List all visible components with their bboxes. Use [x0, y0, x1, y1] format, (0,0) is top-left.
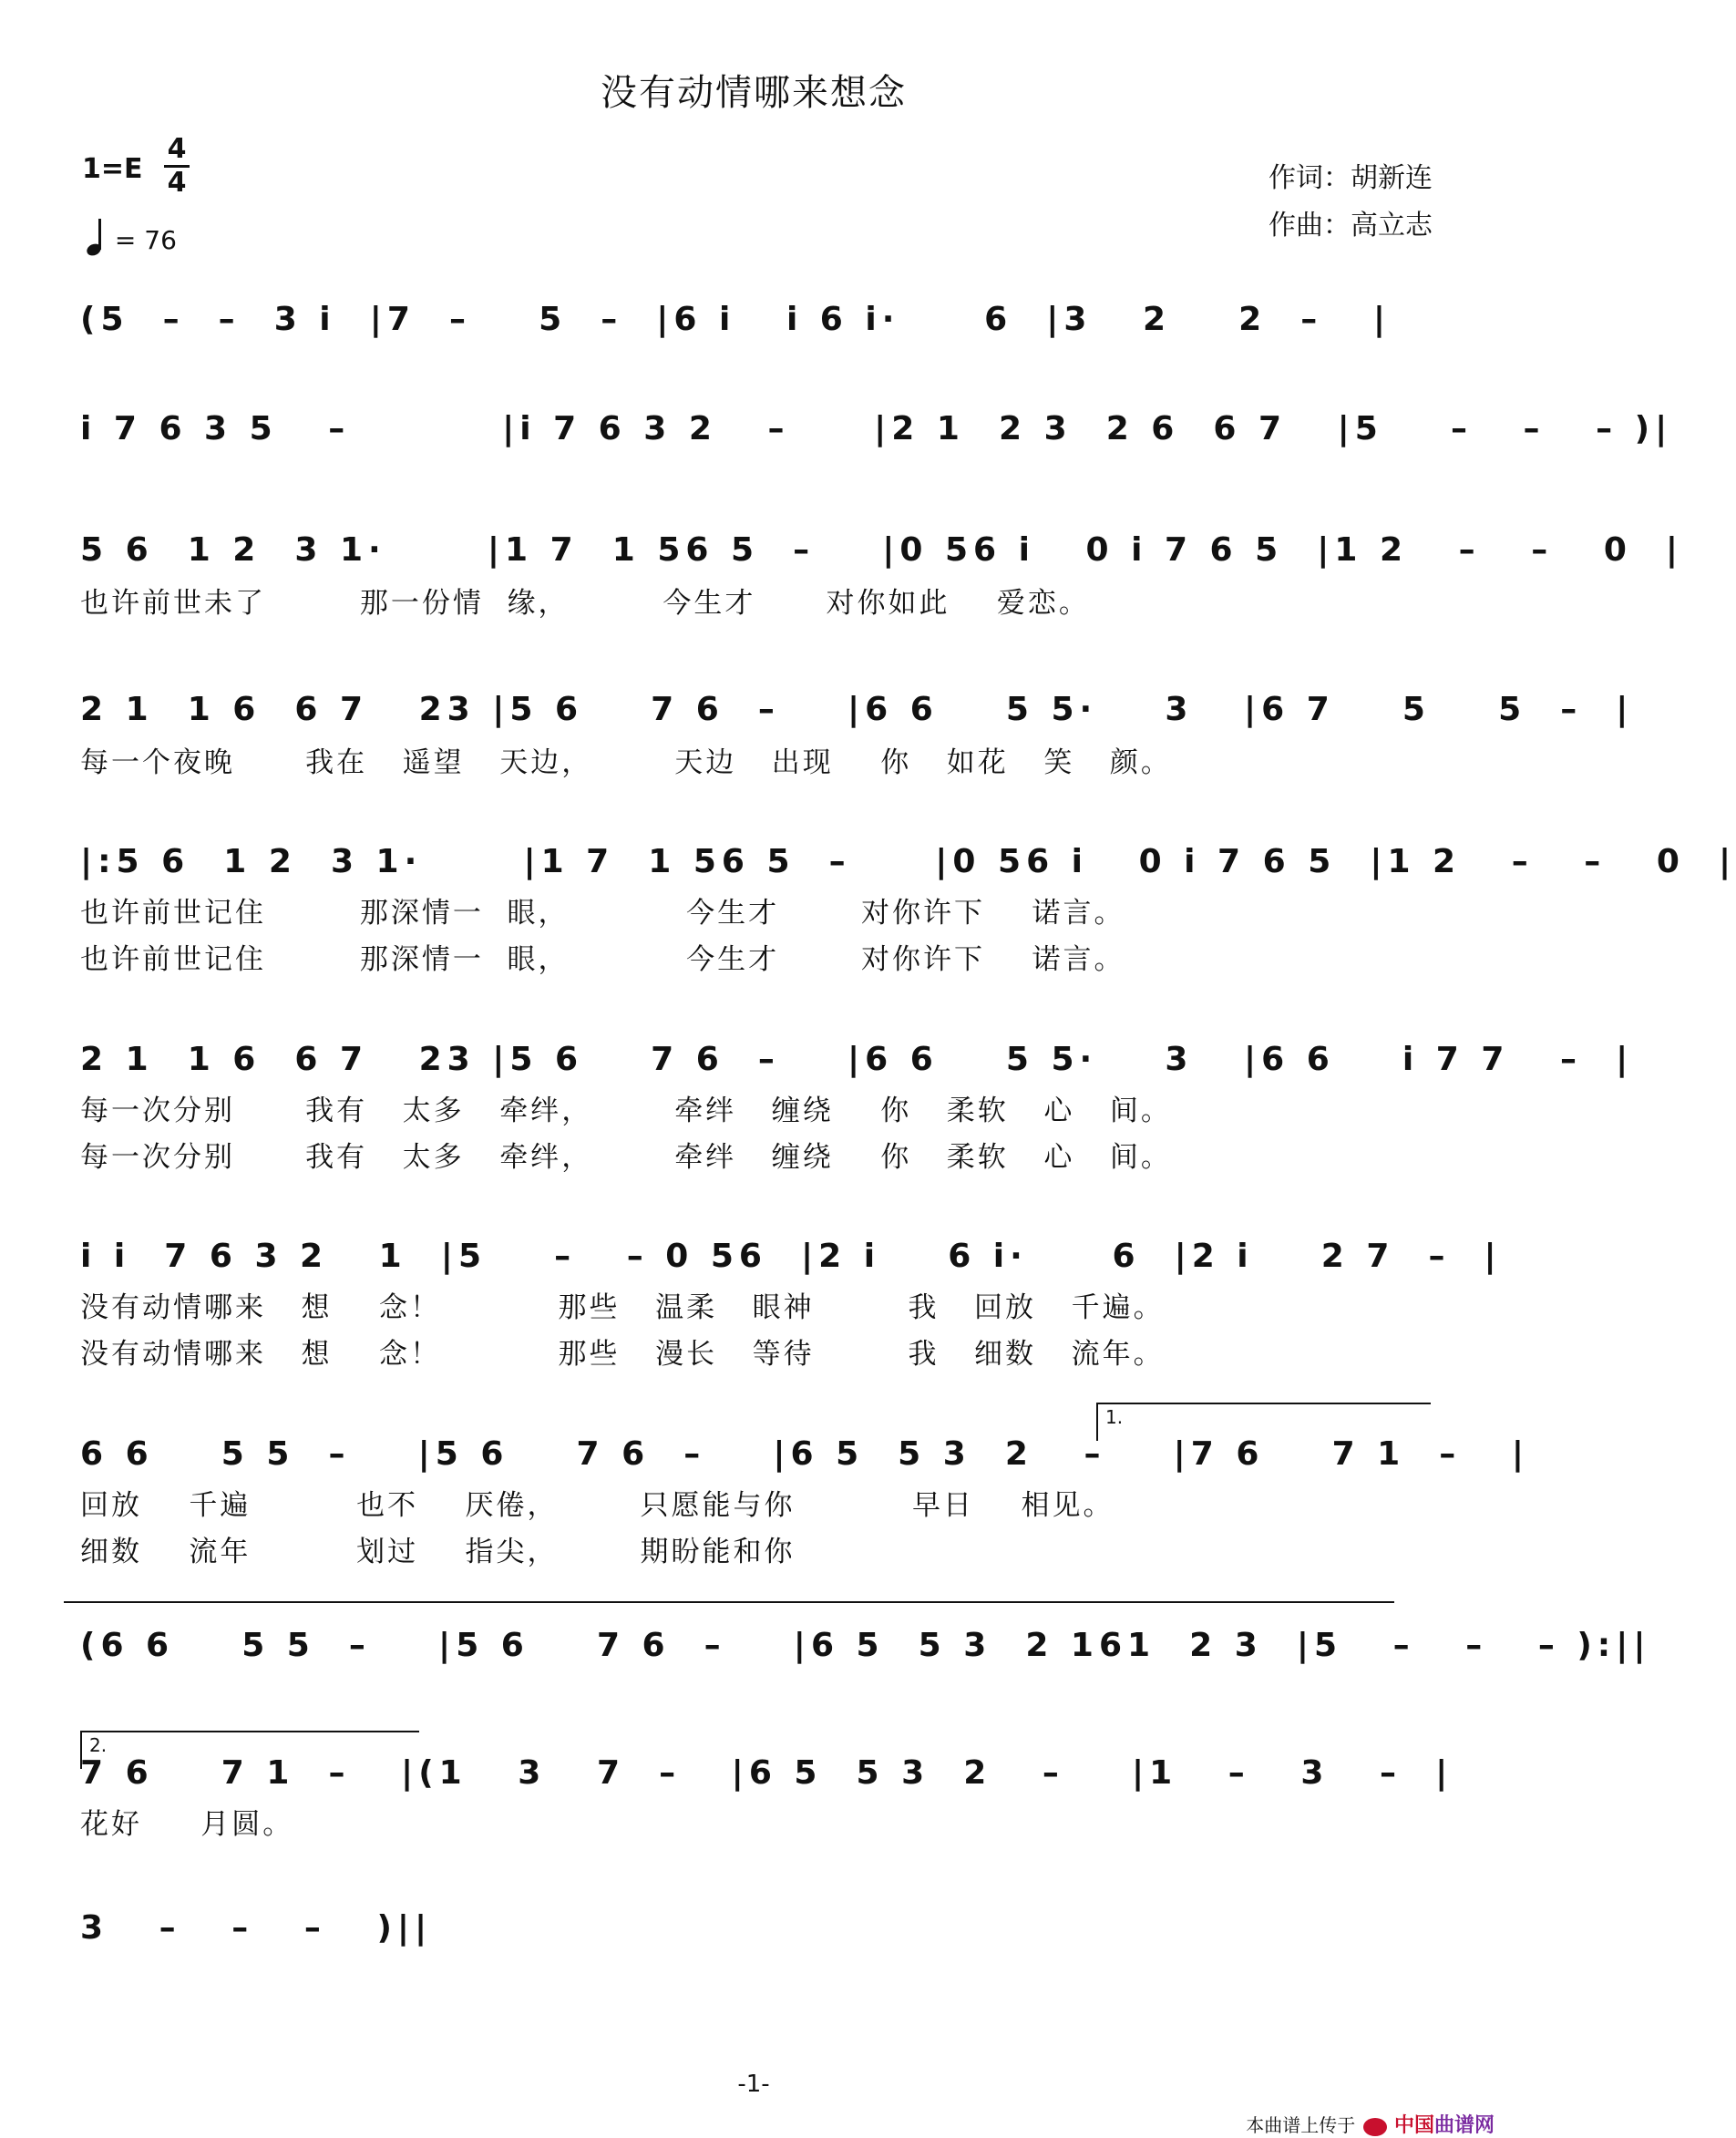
system-6	[80, 1041, 1634, 1175]
upload-credit	[1246, 2110, 1495, 2138]
lyric-line: 也许前世记住 那深情一 眼， 今生才 对你许下 诺言。	[80, 897, 1125, 930]
interlude-bracket	[64, 1601, 1394, 1603]
notation-line: i i 7 6 3 2 1 |5 – – 0 56 |2 i 6 i· 6 |2 i 2 7 – |	[80, 1238, 1502, 1275]
system-9	[80, 1627, 1651, 1664]
system-7	[80, 1238, 1502, 1372]
lyric-line: 没有动情哪来 想 念！ 那些 漫长 等待 我 细数 流年。	[80, 1338, 1165, 1371]
ending-number: 2.	[89, 1734, 108, 1756]
notation-line: 2 1 1 6 6 7 23 |5 6 7 6 – |6 6 5 5· 3 |6 6 i 7 7 – |	[80, 1041, 1634, 1078]
first-ending-bracket	[1096, 1403, 1431, 1441]
ending-number: 1.	[1105, 1406, 1124, 1428]
notation-line: i 7 6 3 5 – |i 7 6 3 2 – |2 1 2 3 2 6 6 7 |5 – – – )|	[80, 410, 1673, 447]
system-5	[80, 843, 1736, 977]
upload-text: 本曲谱上传于	[1246, 2114, 1356, 2136]
key-signature: 1=E	[82, 153, 143, 185]
page-number: -1-	[737, 2071, 770, 2098]
site-logo-icon	[1363, 2118, 1387, 2136]
system-11	[80, 1909, 1429, 1947]
second-ending-bracket	[80, 1731, 419, 1769]
lyric-line: 也许前世记住 那深情一 眼， 今生才 对你许下 诺言。	[80, 943, 1125, 976]
time-denominator: 4	[167, 167, 187, 199]
time-numerator: 4	[167, 133, 187, 165]
lyric-line: 每一次分别 我有 太多 牵绊， 牵绊 缠绕 你 柔软 心 间。	[80, 1095, 1172, 1127]
composer-credit: 作曲：高立志	[1269, 210, 1433, 242]
lyric-line: 每一次分别 我有 太多 牵绊， 牵绊 缠绕 你 柔软 心 间。	[80, 1141, 1172, 1174]
site-name-b: 曲谱网	[1433, 2114, 1495, 2137]
notation-line: (5 – – 3 i |7 – 5 – |6 i i 6 i· 6 |3 2 2 – |	[80, 301, 1392, 338]
notation-line: 7 6 7 1 – |(1 3 7 – |6 5 5 3 2 – |1 – 3 – |	[80, 1754, 1454, 1792]
notation-line: 2 1 1 6 6 7 23 |5 6 7 6 – |6 6 5 5· 3 |6 7 5 5 – |	[80, 691, 1634, 728]
tempo-value: = 76	[114, 225, 177, 255]
notation-line: 6 6 5 5 – |5 6 7 6 – |6 5 5 3 2 – |7 6 7 1 – |	[80, 1435, 1530, 1473]
system-1	[80, 301, 1429, 338]
notation-line: |:5 6 1 2 3 1· |1 7 1 56 5 – |0 56 i 0 i 7 6 5 |1 2 – – 0 |	[80, 843, 1736, 880]
site-name-a: 中国	[1393, 2114, 1434, 2137]
lyric-line: 每一个夜晚 我在 遥望 天边， 天边 出现 你 如花 笑 颜。	[80, 746, 1172, 779]
system-4	[80, 691, 1634, 780]
system-2	[80, 410, 1673, 447]
system-8	[80, 1406, 1530, 1569]
system-3	[80, 531, 1684, 621]
tempo-marking	[87, 219, 177, 255]
lyric-line: 也许前世未了 那一份情 缘， 今生才 对你如此 爱恋。	[80, 587, 1090, 620]
notation-line: 5 6 1 2 3 1· |1 7 1 56 5 – |0 56 i 0 i 7 6 5 |1 2 – – 0 |	[80, 531, 1684, 569]
score-title: 没有动情哪来想念	[601, 72, 907, 114]
quarter-note-icon	[87, 219, 107, 255]
lyric-line: 没有动情哪来 想 念！ 那些 温柔 眼神 我 回放 千遍。	[80, 1291, 1165, 1324]
lyric-line: 花好 月圆。	[80, 1808, 294, 1841]
lyric-line: 细数 流年 划过 指尖， 期盼能和你	[80, 1536, 796, 1568]
time-signature	[164, 135, 190, 198]
notation-line: (6 6 5 5 – |5 6 7 6 – |6 5 5 3 2 161 2 3 |5 – – – ):||	[80, 1627, 1651, 1664]
lyricist-credit: 作词：胡新连	[1269, 162, 1433, 194]
lyric-line: 回放 千遍 也不 厌倦， 只愿能与你 早日 相见。	[80, 1489, 1115, 1522]
notation-line: 3 – – – )||	[80, 1909, 433, 1947]
system-10	[80, 1734, 1454, 1842]
